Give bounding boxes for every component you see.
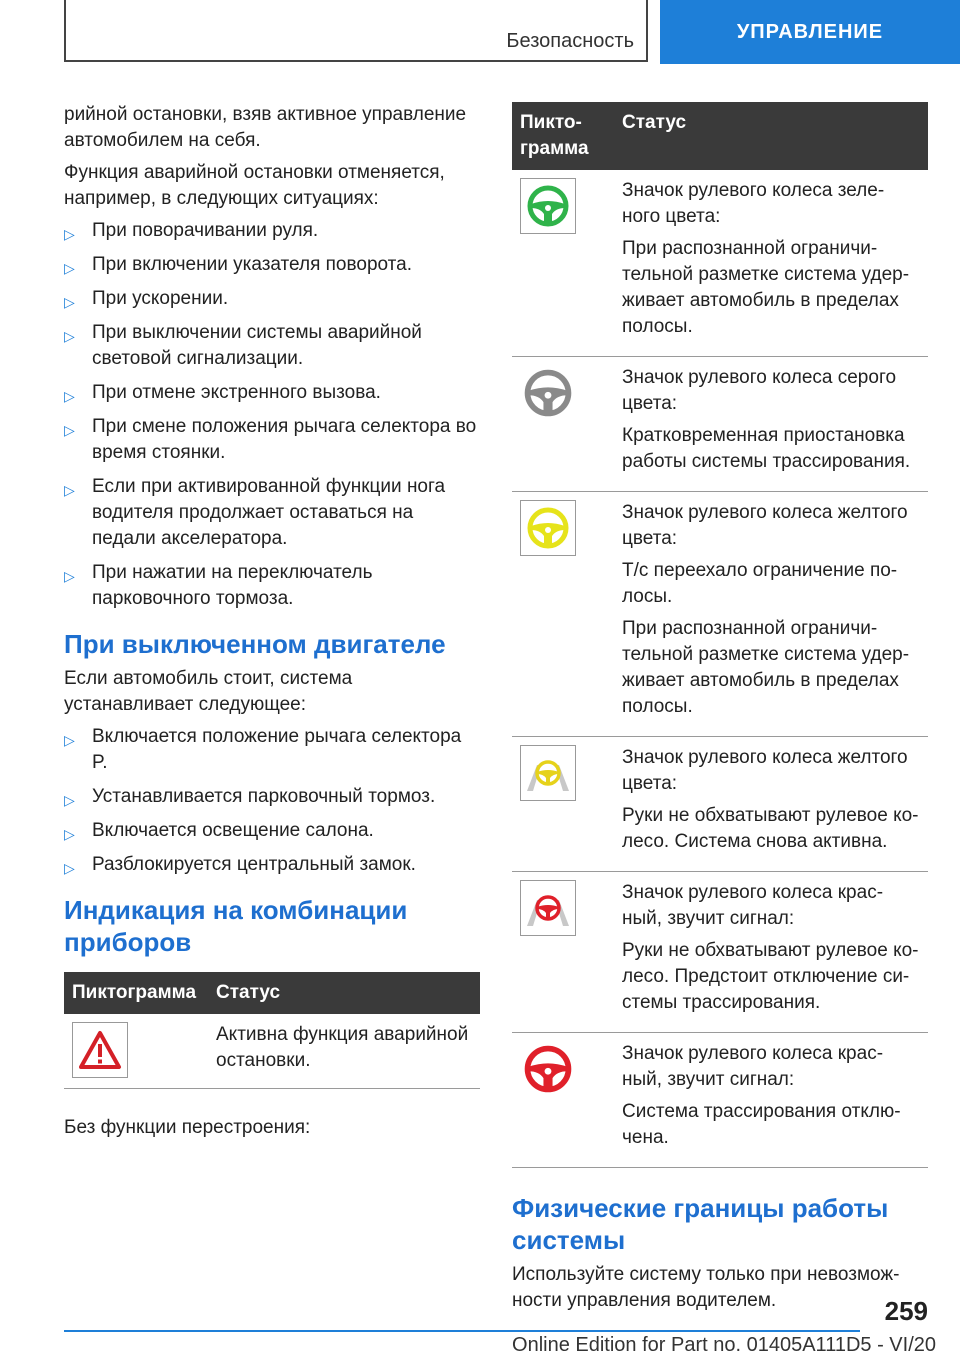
pictogram-cell <box>512 1033 614 1168</box>
status-cell: Значок рулевого колеса серого цвета: Кратковременная приостановка работы системы трассирования. <box>614 357 928 492</box>
list-item: ▷ При нажатии на переключатель парковочного тормоза. <box>64 562 373 609</box>
column-header: Статус <box>208 972 480 1014</box>
triangle-bullet-icon: ▷ <box>64 482 75 498</box>
footer-divider <box>64 1330 860 1332</box>
column-header: Пиктограмма <box>64 972 208 1014</box>
list-item: ▷ При включении указателя поворота. <box>64 252 480 278</box>
list-item: ▷ Разблокируется центральный замок. <box>64 852 480 878</box>
pictogram-cell <box>512 170 614 357</box>
cancel-conditions-list <box>64 218 480 612</box>
paragraph: рийной остановки, взяв активное управление автомобилем на себя. <box>64 104 467 151</box>
triangle-bullet-icon: ▷ <box>64 226 75 242</box>
status-cell: Значок рулевого колеса зеле-ного цвета: При распознанной ограничи-тельной разметке система удер-живает автомобиль в пределах полосы. <box>614 170 928 357</box>
status-cell: Значок рулевого колеса желтого цвета: Руки не обхватывают рулевое ко-лесо. Система снова активна. <box>614 737 928 872</box>
triangle-bullet-icon: ▷ <box>64 860 75 876</box>
paragraph: Функция аварийной остановки отменяется, например, в следующих ситуациях: <box>64 162 445 209</box>
status-cell: Активна функция аварийной остановки. <box>208 1014 480 1089</box>
list-item: ▷ При смене положения рычага селектора во время стоянки. <box>64 416 477 463</box>
paragraph: Если автомобиль стоит, система устанавливает следующее: <box>64 668 353 715</box>
list-item: ▷ При поворачивании руля. <box>64 218 480 244</box>
triangle-bullet-icon: ▷ <box>64 422 75 438</box>
section-heading: При выключенном двигателе <box>64 629 446 659</box>
list-item: ▷ Включается освещение салона. <box>64 818 480 844</box>
column-header: Пикто-грамма <box>512 102 614 170</box>
paragraph: Используйте систему только при невозмож-ности управления водителем. <box>512 1264 900 1311</box>
section-heading: Индикация на комбинации приборов <box>64 895 408 957</box>
chapter-tab[interactable] <box>660 0 960 64</box>
engine-off-list <box>64 724 480 878</box>
list-item: ▷ Если при активированной функции нога водителя продолжает оставаться на педали акселератора. <box>64 476 446 549</box>
section-title: Безопасность <box>506 30 634 52</box>
indicator-table <box>64 972 480 1089</box>
steering-wheel-red-icon <box>520 1041 576 1097</box>
table-header-row <box>64 972 480 1014</box>
paragraph: Без функции перестроения: <box>64 1117 311 1138</box>
status-cell: Значок рулевого колеса крас-ный, звучит сигнал: Руки не обхватывают рулевое ко-лесо. Предстоит отключение си-стемы трассирования. <box>614 872 928 1033</box>
right-column <box>512 102 928 1320</box>
steering-wheel-green-icon <box>520 178 576 234</box>
list-item: ▷ Устанавливается парковочный тормоз. <box>64 784 480 810</box>
list-item: ▷ Включается положение рычага селектора P. <box>64 726 462 773</box>
triangle-bullet-icon: ▷ <box>64 260 75 276</box>
triangle-bullet-icon: ▷ <box>64 568 75 584</box>
table-header-row <box>512 102 928 170</box>
lane-keeping-table <box>512 102 928 1168</box>
steering-wheel-grey-icon <box>520 365 576 421</box>
edition-footer: Online Edition for Part no. 01405A111D5 - VI/20 <box>512 1334 936 1356</box>
pictogram-cell <box>512 737 614 872</box>
status-cell: Значок рулевого колеса крас-ный, звучит сигнал: Система трассирования отклю-чена. <box>614 1033 928 1168</box>
section-heading: Физические границы работы системы <box>512 1193 889 1255</box>
table-row <box>512 170 928 357</box>
list-item: ▷ При отмене экстренного вызова. <box>64 380 480 406</box>
list-item: ▷ При выключении системы аварийной световой сигнализации. <box>64 322 422 369</box>
triangle-bullet-icon: ▷ <box>64 826 75 842</box>
left-column <box>64 102 480 1147</box>
steering-wheel-yellow-icon <box>520 500 576 556</box>
pictogram-cell <box>512 357 614 492</box>
table-row <box>64 1014 480 1089</box>
triangle-bullet-icon: ▷ <box>64 732 75 748</box>
triangle-bullet-icon: ▷ <box>64 388 75 404</box>
pictogram-cell <box>512 872 614 1033</box>
triangle-bullet-icon: ▷ <box>64 328 75 344</box>
triangle-bullet-icon: ▷ <box>64 792 75 808</box>
warning-triangle-icon <box>72 1022 128 1078</box>
column-header: Статус <box>614 102 928 170</box>
table-row <box>512 737 928 872</box>
hands-on-wheel-red-icon <box>520 880 576 936</box>
chapter-tab-label: УПРАВЛЕНИЕ <box>736 20 884 43</box>
pictogram-cell <box>512 492 614 737</box>
triangle-bullet-icon: ▷ <box>64 294 75 310</box>
hands-on-wheel-yellow-icon <box>520 745 576 801</box>
table-row <box>512 492 928 737</box>
pictogram-cell <box>64 1014 208 1089</box>
table-row <box>512 357 928 492</box>
table-row <box>512 1033 928 1168</box>
table-row <box>512 872 928 1033</box>
page-number: 259 <box>884 1296 928 1326</box>
list-item: ▷ При ускорении. <box>64 286 480 312</box>
status-cell: Значок рулевого колеса желтого цвета: Т/с переехало ограничение по-лосы. При распознанной ограничи-тельной разметке система удер-живает автомобиль в пределах полосы. <box>614 492 928 737</box>
